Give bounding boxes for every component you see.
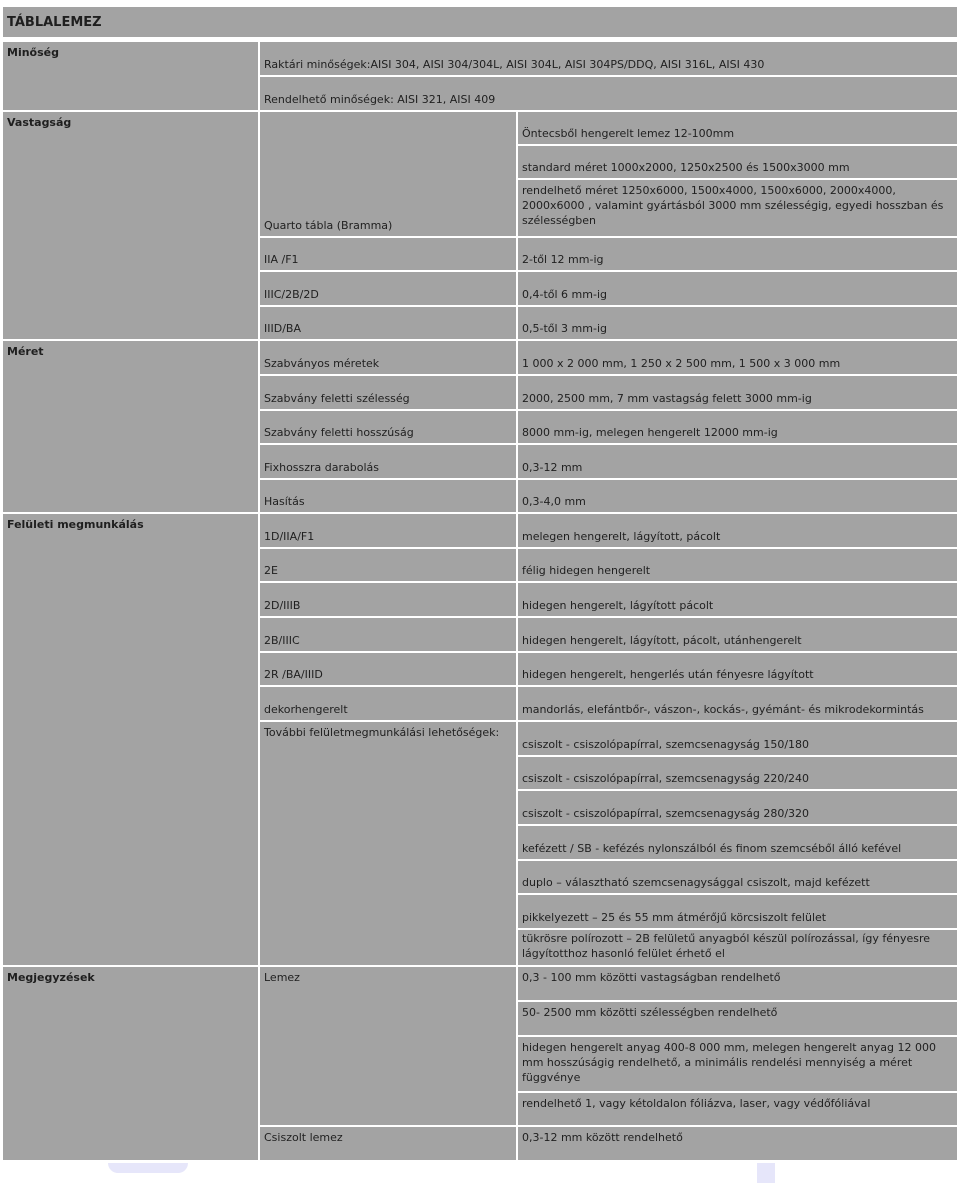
felulet-value: csiszolt - csiszolópapírral, szemcsenagyság 220/240	[518, 757, 957, 789]
category-minoseg: Minőség	[3, 42, 258, 110]
vastagsag-value: 0,5-től 3 mm-ig	[518, 307, 957, 339]
meret-value: 8000 mm-ig, melegen hengerelt 12000 mm-ig	[518, 411, 957, 443]
vastagsag-value: 2-től 12 mm-ig	[518, 238, 957, 270]
minoseg-rendelheto: Rendelhető minőségek: AISI 321, AISI 409	[260, 77, 957, 110]
meret-label: Hasítás	[260, 480, 516, 512]
felulet-label: 2R /BA/IIID	[260, 653, 516, 685]
felulet-value: hidegen hengerelt, lágyított pácolt	[518, 583, 957, 616]
felulet-label: 2E	[260, 549, 516, 581]
vastagsag-value: standard méret 1000x2000, 1250x2500 és 1500x3000 mm	[518, 146, 957, 178]
felulet-label-tovabbi: További felületmegmunkálási lehetőségek:	[260, 722, 516, 965]
table-title: TÁBLALEMEZ	[3, 7, 957, 37]
vastagsag-label-iiic: IIIC/2B/2D	[260, 272, 516, 305]
megjegyzes-value: 50- 2500 mm közötti szélességben rendelhető	[518, 1002, 957, 1035]
vastagsag-label-iiid: IIID/BA	[260, 307, 516, 339]
meret-label: Szabvány feletti hosszúság	[260, 411, 516, 443]
meret-label: Szabványos méretek	[260, 341, 516, 374]
felulet-label: dekorhengerelt	[260, 687, 516, 720]
felulet-label: 1D/IIA/F1	[260, 514, 516, 547]
category-megjegyzesek: Megjegyzések	[3, 967, 258, 1160]
felulet-value: tükrösre polírozott – 2B felületű anyagból készül polírozással, így fényesre lágyítotthoz hasonló felület érhető el	[518, 930, 957, 965]
meret-label: Szabvány feletti szélesség	[260, 376, 516, 409]
category-vastagsag: Vastagság	[3, 112, 258, 339]
felulet-value: félig hidegen hengerelt	[518, 549, 957, 581]
megjegyzes-value: rendelhető 1, vagy kétoldalon fóliázva, laser, vagy védőfóliával	[518, 1093, 957, 1125]
felulet-label: 2B/IIIC	[260, 618, 516, 651]
decorative-mark-right	[757, 1163, 775, 1183]
megjegyzes-label-csiszolt: Csiszolt lemez	[260, 1127, 516, 1160]
megjegyzes-value: 0,3 - 100 mm közötti vastagságban rendelhető	[518, 967, 957, 1000]
meret-value: 0,3-12 mm	[518, 445, 957, 478]
felulet-value: hidegen hengerelt, lágyított, pácolt, utánhengerelt	[518, 618, 957, 651]
felulet-value: csiszolt - csiszolópapírral, szemcsenagyság 150/180	[518, 722, 957, 755]
category-feluleti-megmunkalas: Felületi megmunkálás	[3, 514, 258, 965]
felulet-value: duplo – választható szemcsenagysággal csiszolt, majd kefézett	[518, 861, 957, 893]
minoseg-raktari: Raktári minőségek:AISI 304, AISI 304/304L, AISI 304L, AISI 304PS/DDQ, AISI 316L, AISI 430	[260, 42, 957, 75]
felulet-value: mandorlás, elefántbőr-, vászon-, kockás-, gyémánt- és mikrodekormintás	[518, 687, 957, 720]
vastagsag-value: Öntecsből hengerelt lemez 12-100mm	[518, 112, 957, 144]
felulet-value: melegen hengerelt, lágyított, pácolt	[518, 514, 957, 547]
meret-value: 1 000 x 2 000 mm, 1 250 x 2 500 mm, 1 500 x 3 000 mm	[518, 341, 957, 374]
megjegyzes-label-lemez: Lemez	[260, 967, 516, 1125]
felulet-value: hidegen hengerelt, hengerlés után fényesre lágyított	[518, 653, 957, 685]
felulet-value: pikkelyezett – 25 és 55 mm átmérőjű körcsiszolt felület	[518, 895, 957, 928]
vastagsag-value: 0,4-től 6 mm-ig	[518, 272, 957, 305]
meret-value: 2000, 2500 mm, 7 mm vastagság felett 3000 mm-ig	[518, 376, 957, 409]
megjegyzes-value: 0,3-12 mm között rendelhető	[518, 1127, 957, 1160]
vastagsag-label-quarto: Quarto tábla (Bramma)	[260, 112, 516, 236]
decorative-mark-left	[108, 1163, 188, 1173]
vastagsag-label-iia: IIA /F1	[260, 238, 516, 270]
meret-value: 0,3-4,0 mm	[518, 480, 957, 512]
megjegyzes-value: hidegen hengerelt anyag 400-8 000 mm, melegen hengerelt anyag 12 000 mm hosszúságig rendelhető, a minimális rendelési mennyiség a méret függvénye	[518, 1037, 957, 1091]
felulet-value: csiszolt - csiszolópapírral, szemcsenagyság 280/320	[518, 791, 957, 824]
meret-label: Fixhosszra darabolás	[260, 445, 516, 478]
felulet-value: kefézett / SB - kefézés nylonszálból és finom szemcséből álló kefével	[518, 826, 957, 859]
vastagsag-value: rendelhető méret 1250x6000, 1500x4000, 1500x6000, 2000x4000, 2000x6000 , valamint gyártásból 3000 mm szélességig, egyedi hosszban és szélességben	[518, 180, 957, 236]
category-meret: Méret	[3, 341, 258, 512]
felulet-label: 2D/IIIB	[260, 583, 516, 616]
